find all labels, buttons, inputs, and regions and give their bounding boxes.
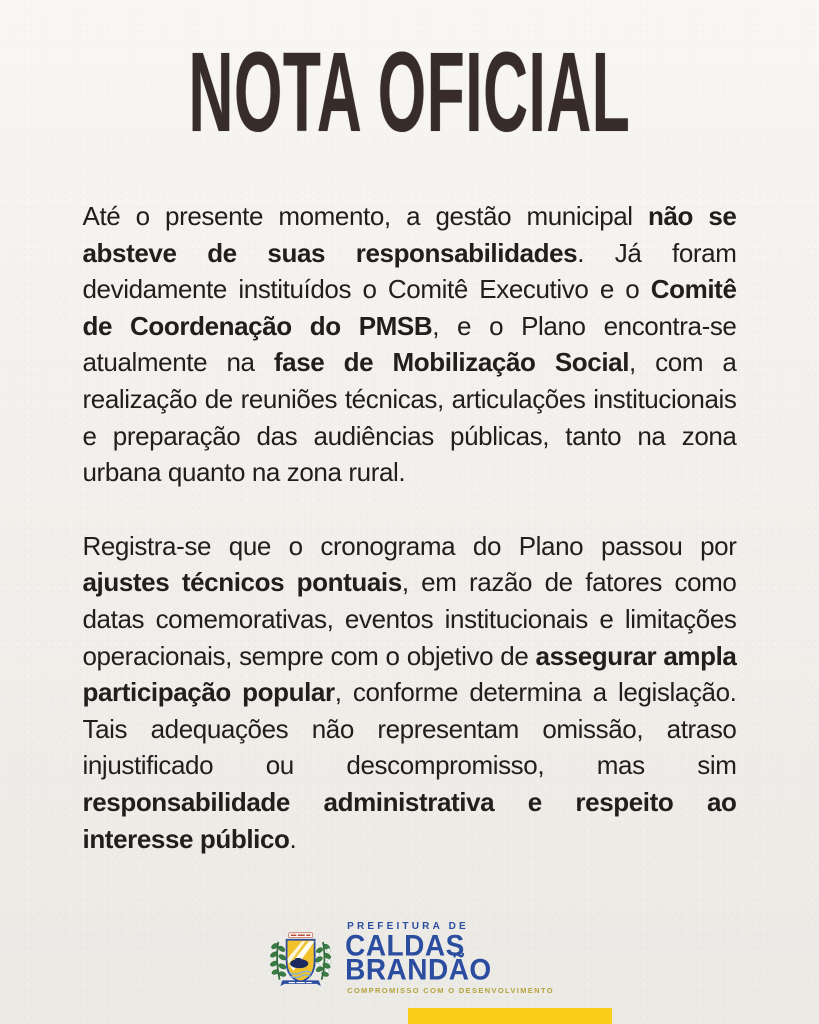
org-name-line1: CALDAS <box>345 929 465 962</box>
shield <box>286 940 314 982</box>
bold-text-segment: responsabilidade administrativa e respeito ao interesse público <box>82 786 737 854</box>
bold-text-segment: Comitê de Coordenação do PMSB <box>82 274 737 341</box>
coat-of-arms-icon <box>265 925 335 991</box>
note-body <box>83 198 737 857</box>
bold-text-segment: assegurar ampla participação popular <box>82 640 737 708</box>
bold-text-segment: fase de Mobilização Social <box>273 347 630 378</box>
org-prefix: PREFEITURA DE <box>347 921 469 932</box>
bold-text-segment: ajustes técnicos pontuais <box>82 567 402 598</box>
text-segment: Até o presente momento, a gestão municipal <box>82 201 649 231</box>
bold-text-segment: não se absteve de suas responsabilidades <box>82 201 737 268</box>
page-title <box>0 28 819 156</box>
text-segment: . Já foram devidamente instituídos o Comitê Executivo e o <box>82 237 737 305</box>
org-name-line2: BRANDÃO <box>345 953 492 986</box>
text-segment: , conforme determina a legislação. Tais adequações não representam omissão, atraso injustificado ou descompromisso, mas sim <box>82 677 737 781</box>
org-tagline: COMPROMISSO COM O DESENVOLVIMENTO <box>347 986 554 995</box>
text-segment: , em razão de fatores como datas comemorativas, eventos institucionais e limitações operacionais, sempre com o objetivo de <box>82 567 737 671</box>
paragraph <box>83 528 737 857</box>
text-segment: . <box>289 823 297 854</box>
text-segment: , e o Plano encontra-se atualmente na <box>82 310 737 378</box>
org-name-block <box>345 921 554 995</box>
crest-bottom-ribbon <box>280 980 321 986</box>
right-branch <box>314 942 331 980</box>
text-segment: , com a realização de reuniões técnicas, articulações institucionais e preparação das audiências públicas, tanto na zona urbana quanto na zona rural. <box>82 347 737 488</box>
paragraph <box>83 198 737 491</box>
bottom-yellow-bar <box>408 1008 612 1024</box>
footer-logo <box>265 921 554 995</box>
left-branch <box>269 942 286 980</box>
crest-top-banner <box>288 933 312 938</box>
text-segment: Registra-se que o cronograma do Plano passou por <box>82 530 737 561</box>
page-title-text: NOTA OFICIAL <box>188 28 631 156</box>
